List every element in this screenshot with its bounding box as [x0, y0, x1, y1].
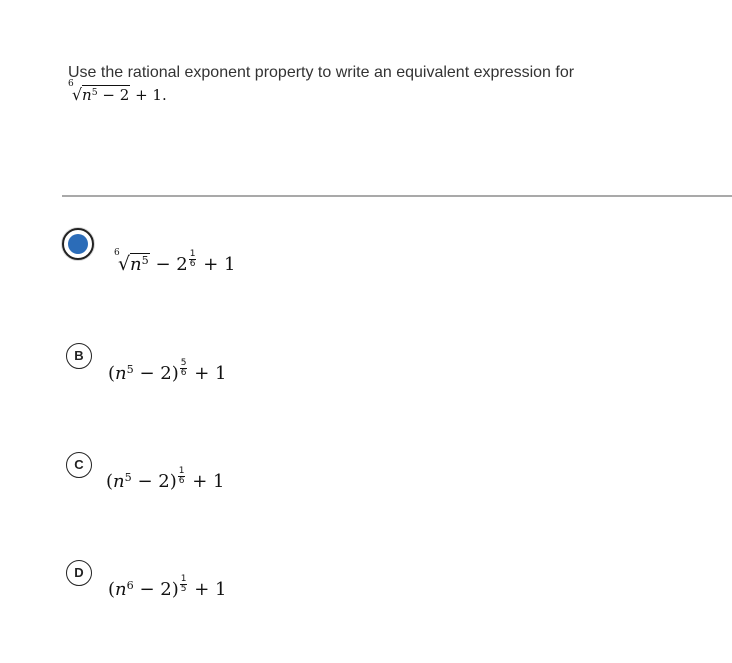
option-d-frac-den: 5 [180, 584, 187, 594]
option-a-frac-num: 1 [189, 249, 196, 259]
option-d-letter: D [74, 565, 84, 580]
option-d-badge[interactable] [66, 560, 92, 586]
option-d-expression[interactable] [108, 575, 226, 600]
option-b-mid: − 2) [133, 363, 179, 385]
option-b-open-paren: ( [108, 363, 116, 385]
option-c-power: 5 [124, 470, 132, 484]
question-expression [68, 79, 167, 106]
question-radical [68, 79, 130, 106]
option-a-radio[interactable] [62, 228, 94, 260]
option-c-mid: − 2) [131, 471, 177, 493]
option-d-power: 6 [126, 578, 134, 592]
option-a-frac-den: 6 [189, 259, 196, 269]
option-b-exponent-fraction [180, 359, 188, 378]
option-c-open-paren: ( [106, 471, 114, 493]
option-b-badge[interactable] [66, 343, 92, 369]
question-root-index: 6 [68, 79, 74, 89]
option-a-exponent-fraction [189, 250, 197, 269]
option-a-tail: + 1 [197, 254, 236, 276]
option-a-expression[interactable] [114, 250, 235, 275]
option-b-tail: + 1 [188, 363, 227, 385]
option-a-base: n [130, 254, 142, 276]
question-tail: + 1. [130, 86, 167, 104]
option-d-exponent-fraction [180, 575, 188, 594]
option-a-root-index: 6 [114, 248, 120, 259]
divider [62, 195, 732, 197]
option-a-radicand [130, 253, 150, 275]
option-d-tail: + 1 [188, 579, 227, 601]
option-c-letter: C [74, 457, 84, 472]
option-c-expression[interactable] [106, 467, 224, 492]
option-b-letter: B [74, 348, 84, 363]
option-d-mid: − 2) [133, 579, 179, 601]
option-c-badge[interactable] [66, 452, 92, 478]
option-c-exponent-fraction [178, 467, 186, 486]
option-c-tail: + 1 [186, 471, 225, 493]
option-b-power: 5 [126, 362, 134, 376]
option-c-frac-num: 1 [178, 466, 185, 476]
question-power: 5 [91, 86, 98, 98]
question-radicand-rest: − 2 [97, 86, 130, 104]
radical-sign-icon: √ [118, 253, 131, 276]
radical-sign-icon: √ [72, 85, 83, 104]
option-d-frac-num: 1 [180, 574, 187, 584]
option-c-base: n [113, 471, 125, 493]
option-d-open-paren: ( [108, 579, 116, 601]
option-b-frac-num: 5 [180, 358, 187, 368]
option-c-frac-den: 6 [178, 476, 185, 486]
option-b-base: n [115, 363, 127, 385]
question-text [68, 62, 708, 107]
question-radicand [82, 85, 130, 104]
option-b-expression[interactable] [108, 359, 226, 384]
option-a-mid: − 2 [149, 254, 188, 276]
option-d-base: n [115, 579, 127, 601]
question-prompt: Use the rational exponent property to write an equivalent expression for [68, 64, 575, 81]
option-a-radical [114, 248, 150, 276]
option-a-power: 5 [141, 253, 149, 267]
option-b-frac-den: 6 [180, 368, 187, 378]
selected-dot-icon [68, 234, 88, 254]
question-base: n [82, 86, 92, 104]
